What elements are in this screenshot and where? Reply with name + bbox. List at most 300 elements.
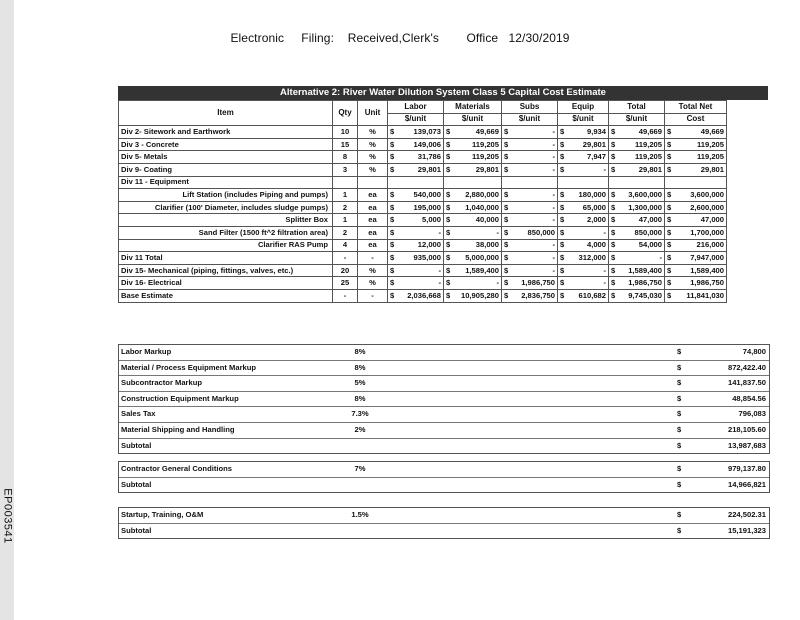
dollar-sign: $ (504, 278, 509, 288)
cell-value: 5,000,000 (465, 252, 499, 262)
unit-cell: - (358, 252, 388, 265)
qty-cell: 2 (333, 201, 358, 214)
dollar-sign: $ (504, 265, 509, 275)
cell-value: 139,073 (413, 126, 441, 136)
col-unit: Unit (358, 101, 388, 126)
cell-value: - (496, 278, 499, 288)
filing-stamp: Electronic Filing: Received,Clerk's Office 12/30/2019 (230, 31, 570, 45)
summary-row (119, 407, 769, 423)
net-cost-cell (665, 163, 727, 176)
cost-table (118, 100, 727, 303)
dollar-sign: $ (611, 227, 616, 237)
net-cost-cell (665, 264, 727, 277)
cell-value: 2,880,000 (465, 189, 499, 199)
dollar-sign: $ (390, 139, 395, 149)
unit-cell: ea (358, 201, 388, 214)
cell-value: 216,000 (696, 240, 724, 250)
cell-value: - (496, 227, 499, 237)
equip-cell (558, 214, 609, 227)
equip-cell (558, 138, 609, 151)
cell-value: 11,841,030 (686, 290, 724, 300)
total-cell (609, 163, 665, 176)
total-cell (609, 138, 665, 151)
dollar-sign: $ (677, 479, 682, 489)
cell-value: - (603, 227, 606, 237)
table-row (119, 277, 727, 290)
dollar-sign: $ (560, 227, 565, 237)
cell-value: - (552, 265, 555, 275)
dollar-sign: $ (667, 202, 672, 212)
dollar-sign: $ (667, 290, 672, 300)
col-equip: Equip (558, 101, 609, 114)
dollar-sign: $ (504, 252, 509, 262)
dollar-sign: $ (667, 252, 672, 262)
labor-cell (388, 214, 444, 227)
amount-value: 13,987,683 (727, 440, 766, 450)
dollar-sign: $ (560, 189, 565, 199)
net-cost-cell (665, 277, 727, 290)
summary-amount (677, 376, 766, 391)
cell-value: 7,947,000 (690, 252, 724, 262)
net-cost-cell (665, 138, 727, 151)
summary-label: Material / Process Equipment Markup (121, 362, 257, 372)
dollar-sign: $ (611, 240, 616, 250)
net-cost-cell (665, 226, 727, 239)
materials-cell (444, 126, 502, 139)
summary-label: Material Shipping and Handling (121, 424, 235, 434)
unit-cell: % (358, 138, 388, 151)
unit-cell: ea (358, 226, 388, 239)
cell-value: 119,205 (634, 152, 662, 162)
unit-cell: ea (358, 239, 388, 252)
dollar-sign: $ (611, 202, 616, 212)
materials-cell (444, 151, 502, 164)
cell-value: 38,000 (475, 240, 499, 250)
cell-value: 1,986,750 (690, 278, 724, 288)
subs-cell (502, 214, 558, 227)
item-cell: Div 3 - Concrete (119, 138, 333, 151)
cell-value: 119,205 (696, 139, 724, 149)
dollar-sign: $ (446, 189, 451, 199)
dollar-sign: $ (677, 464, 682, 473)
summary-row (119, 478, 769, 493)
materials-unit-label: $/unit (444, 113, 502, 126)
unit-cell: ea (358, 214, 388, 227)
dollar-sign: $ (677, 525, 682, 535)
total-cell (609, 151, 665, 164)
cell-value: 1,986,750 (628, 278, 662, 288)
dollar-sign: $ (667, 164, 672, 174)
labor-cell (388, 138, 444, 151)
labor-cell (388, 189, 444, 202)
cell-value: - (603, 278, 606, 288)
header-row (119, 101, 727, 114)
net-cost-cell (665, 252, 727, 265)
cell-value: 3,600,000 (628, 189, 662, 199)
item-cell: Div 11 - Equipment (119, 176, 333, 189)
dollar-sign: $ (611, 126, 616, 136)
cell-value: 9,745,030 (628, 290, 662, 300)
dollar-sign: $ (504, 290, 509, 300)
cell-value: 312,000 (578, 252, 606, 262)
cell-value: - (552, 189, 555, 199)
total-cell (609, 264, 665, 277)
qty-cell: 1 (333, 214, 358, 227)
cell-value: 540,000 (413, 189, 441, 199)
cell-value: 2,600,000 (690, 202, 724, 212)
unit-cell: % (358, 277, 388, 290)
summary-amount (677, 439, 766, 454)
summary-amount (677, 345, 766, 360)
cell-value: 1,589,400 (690, 265, 724, 275)
equip-cell (558, 264, 609, 277)
dollar-sign: $ (667, 265, 672, 275)
labor-cell (388, 126, 444, 139)
total-cell (609, 201, 665, 214)
cell-value: 29,801 (700, 164, 724, 174)
cell-value: 29,801 (417, 164, 441, 174)
materials-cell (444, 214, 502, 227)
materials-cell (444, 201, 502, 214)
dollar-sign: $ (611, 252, 616, 262)
table-row (119, 252, 727, 265)
dollar-sign: $ (611, 164, 616, 174)
unit-cell: % (358, 264, 388, 277)
unit-cell: % (358, 163, 388, 176)
labor-cell (388, 264, 444, 277)
subs-cell (502, 239, 558, 252)
subs-unit-label: $/unit (502, 113, 558, 126)
cell-value: 7,947 (586, 152, 606, 162)
item-cell: Div 11 Total (119, 252, 333, 265)
summary-amount (677, 524, 766, 539)
cell-value: 1,986,750 (521, 278, 555, 288)
labor-cell (388, 239, 444, 252)
subs-cell (502, 226, 558, 239)
amount-value: 15,191,323 (727, 525, 766, 535)
cell-value: 5,000 (421, 215, 441, 225)
amount-value: 796,083 (738, 409, 766, 419)
labor-cell (388, 151, 444, 164)
summary-label: Subcontractor Markup (121, 378, 203, 388)
dollar-sign: $ (446, 278, 451, 288)
dollar-sign: $ (667, 240, 672, 250)
summary-label: Labor Markup (121, 347, 172, 356)
materials-cell (444, 277, 502, 290)
dollar-sign: $ (667, 215, 672, 225)
equip-cell (558, 126, 609, 139)
qty-cell: 2 (333, 226, 358, 239)
unit-cell: % (358, 126, 388, 139)
dollar-sign: $ (390, 290, 395, 300)
qty-cell: 1 (333, 189, 358, 202)
total-cell (609, 226, 665, 239)
table-row (119, 151, 727, 164)
amount-value: 224,502.31 (727, 510, 766, 519)
total-cell (609, 176, 665, 189)
cell-value: - (603, 164, 606, 174)
subs-cell (502, 289, 558, 302)
cell-value: 47,000 (638, 215, 662, 225)
table-row (119, 176, 727, 189)
cell-value: 9,934 (586, 126, 606, 136)
dollar-sign: $ (504, 240, 509, 250)
dollar-sign: $ (667, 227, 672, 237)
dollar-sign: $ (560, 152, 565, 162)
cell-value: 29,801 (638, 164, 662, 174)
summary-row (119, 361, 769, 377)
summary-percent: 8% (354, 362, 366, 372)
amount-value: 218,105.60 (727, 424, 766, 434)
materials-cell (444, 189, 502, 202)
labor-unit-label: $/unit (388, 113, 444, 126)
cell-value: 1,040,000 (465, 202, 499, 212)
cost-table-body (119, 126, 727, 302)
dollar-sign: $ (560, 252, 565, 262)
summary-amount (677, 508, 766, 523)
dollar-sign: $ (611, 215, 616, 225)
equip-unit-label: $/unit (558, 113, 609, 126)
dollar-sign: $ (504, 139, 509, 149)
equip-cell (558, 189, 609, 202)
dollar-sign: $ (390, 265, 395, 275)
materials-cell (444, 289, 502, 302)
labor-cell (388, 176, 444, 189)
qty-cell (333, 176, 358, 189)
subs-cell (502, 277, 558, 290)
dollar-sign: $ (446, 139, 451, 149)
unit-cell: - (358, 289, 388, 302)
general-conditions-section (118, 461, 770, 493)
dollar-sign: $ (446, 202, 451, 212)
subs-cell (502, 201, 558, 214)
summary-row (119, 392, 769, 408)
dollar-sign: $ (667, 189, 672, 199)
summary-row (119, 524, 769, 539)
summary-row (119, 508, 769, 524)
cell-value: - (552, 152, 555, 162)
cell-value: - (552, 164, 555, 174)
cell-value: 65,000 (582, 202, 606, 212)
item-cell: Div 2- Sitework and Earthwork (119, 126, 333, 139)
dollar-sign: $ (667, 139, 672, 149)
dollar-sign: $ (446, 126, 451, 136)
cell-value: - (438, 227, 441, 237)
dollar-sign: $ (446, 164, 451, 174)
cell-value: 31,786 (417, 152, 441, 162)
dollar-sign: $ (611, 265, 616, 275)
item-cell: Div 9- Coating (119, 163, 333, 176)
table-row (119, 201, 727, 214)
dollar-sign: $ (560, 202, 565, 212)
dollar-sign: $ (446, 265, 451, 275)
net-cost-cell (665, 126, 727, 139)
cell-value: 4,000 (586, 240, 606, 250)
cell-value: 2,836,750 (521, 290, 555, 300)
dollar-sign: $ (504, 152, 509, 162)
summary-percent: 7% (354, 464, 366, 473)
net-cost-cell (665, 214, 727, 227)
cell-value: - (552, 240, 555, 250)
dollar-sign: $ (611, 290, 616, 300)
dollar-sign: $ (667, 126, 672, 136)
qty-cell: 25 (333, 277, 358, 290)
cell-value: 1,589,400 (465, 265, 499, 275)
summary-label: Sales Tax (121, 409, 156, 419)
labor-cell (388, 201, 444, 214)
materials-cell (444, 163, 502, 176)
table-row (119, 214, 727, 227)
equip-cell (558, 226, 609, 239)
dollar-sign: $ (560, 290, 565, 300)
cell-value: 10,905,280 (460, 290, 499, 300)
cell-value: 119,205 (696, 152, 724, 162)
summary-percent: 2% (354, 424, 366, 434)
cell-value: 49,669 (700, 126, 724, 136)
qty-cell: 8 (333, 151, 358, 164)
cell-value: - (552, 139, 555, 149)
cell-value: 180,000 (578, 189, 606, 199)
subs-cell (502, 176, 558, 189)
summary-amount (677, 478, 766, 493)
qty-cell: 10 (333, 126, 358, 139)
net-cost-cell (665, 176, 727, 189)
summary-amount (677, 462, 766, 477)
col-materials: Materials (444, 101, 502, 114)
total-cell (609, 126, 665, 139)
col-total: Total (609, 101, 665, 114)
labor-cell (388, 277, 444, 290)
net-cost-cell (665, 201, 727, 214)
markups-section (118, 344, 770, 454)
dollar-sign: $ (446, 227, 451, 237)
cell-value: 935,000 (413, 252, 441, 262)
dollar-sign: $ (446, 240, 451, 250)
dollar-sign: $ (390, 152, 395, 162)
equip-cell (558, 289, 609, 302)
cell-value: 47,000 (700, 215, 724, 225)
summary-percent: 5% (354, 378, 366, 388)
cell-value: 29,801 (475, 164, 499, 174)
equip-cell (558, 277, 609, 290)
summary-percent: 1.5% (351, 510, 369, 519)
qty-cell: 4 (333, 239, 358, 252)
summary-row (119, 423, 769, 439)
dollar-sign: $ (560, 240, 565, 250)
cell-value: 29,801 (582, 139, 606, 149)
amount-value: 48,854.56 (732, 393, 766, 403)
labor-cell (388, 252, 444, 265)
dollar-sign: $ (677, 378, 682, 388)
dollar-sign: $ (504, 189, 509, 199)
summary-label: Contractor General Conditions (121, 464, 232, 473)
total-cell (609, 214, 665, 227)
dollar-sign: $ (390, 164, 395, 174)
table-row (119, 189, 727, 202)
col-labor: Labor (388, 101, 444, 114)
labor-cell (388, 163, 444, 176)
dollar-sign: $ (677, 409, 682, 419)
table-row (119, 138, 727, 151)
subs-cell (502, 163, 558, 176)
table-row (119, 239, 727, 252)
dollar-sign: $ (677, 393, 682, 403)
subs-cell (502, 138, 558, 151)
dollar-sign: $ (390, 189, 395, 199)
materials-cell (444, 176, 502, 189)
summary-percent: 7.3% (351, 409, 369, 419)
cell-value: 3,600,000 (690, 189, 724, 199)
dollar-sign: $ (390, 215, 395, 225)
item-cell: Div 16- Electrical (119, 277, 333, 290)
total-cell (609, 252, 665, 265)
item-cell: Sand Filter (1500 ft^2 filtration area) (119, 226, 333, 239)
dollar-sign: $ (611, 139, 616, 149)
dollar-sign: $ (390, 240, 395, 250)
dollar-sign: $ (560, 215, 565, 225)
cell-value: 12,000 (417, 240, 441, 250)
cell-value: 850,000 (634, 227, 662, 237)
cell-value: - (552, 215, 555, 225)
total-unit-label: $/unit (609, 113, 665, 126)
dollar-sign: $ (390, 278, 395, 288)
col-item: Item (119, 101, 333, 126)
cell-value: 54,000 (638, 240, 662, 250)
cell-value: 195,000 (413, 202, 441, 212)
dollar-sign: $ (390, 252, 395, 262)
dollar-sign: $ (504, 164, 509, 174)
startup-section (118, 507, 770, 539)
dollar-sign: $ (677, 362, 682, 372)
dollar-sign: $ (446, 152, 451, 162)
dollar-sign: $ (677, 440, 682, 450)
qty-cell: - (333, 252, 358, 265)
dollar-sign: $ (611, 278, 616, 288)
dollar-sign: $ (390, 202, 395, 212)
total-cell (609, 239, 665, 252)
qty-cell: 20 (333, 264, 358, 277)
dollar-sign: $ (446, 215, 451, 225)
materials-cell (444, 264, 502, 277)
materials-cell (444, 138, 502, 151)
subs-cell (502, 264, 558, 277)
dollar-sign: $ (504, 215, 509, 225)
dollar-sign: $ (560, 164, 565, 174)
summary-label: Subtotal (121, 479, 152, 489)
dollar-sign: $ (504, 227, 509, 237)
cell-value: - (603, 265, 606, 275)
cell-value: 49,669 (638, 126, 662, 136)
materials-cell (444, 226, 502, 239)
net-cost-cell (665, 289, 727, 302)
cell-value: 2,000 (586, 215, 606, 225)
summary-label: Subtotal (121, 525, 152, 535)
dollar-sign: $ (611, 189, 616, 199)
net-cost-cell (665, 239, 727, 252)
item-cell: Splitter Box (119, 214, 333, 227)
item-cell: Clarifier RAS Pump (119, 239, 333, 252)
dollar-sign: $ (504, 202, 509, 212)
summary-amount (677, 407, 766, 422)
dollar-sign: $ (667, 278, 672, 288)
item-cell: Div 5- Metals (119, 151, 333, 164)
qty-cell: - (333, 289, 358, 302)
equip-cell (558, 151, 609, 164)
col-total-net: Total Net (665, 101, 727, 114)
summary-percent: 8% (354, 393, 366, 403)
dollar-sign: $ (611, 152, 616, 162)
table-row (119, 163, 727, 176)
